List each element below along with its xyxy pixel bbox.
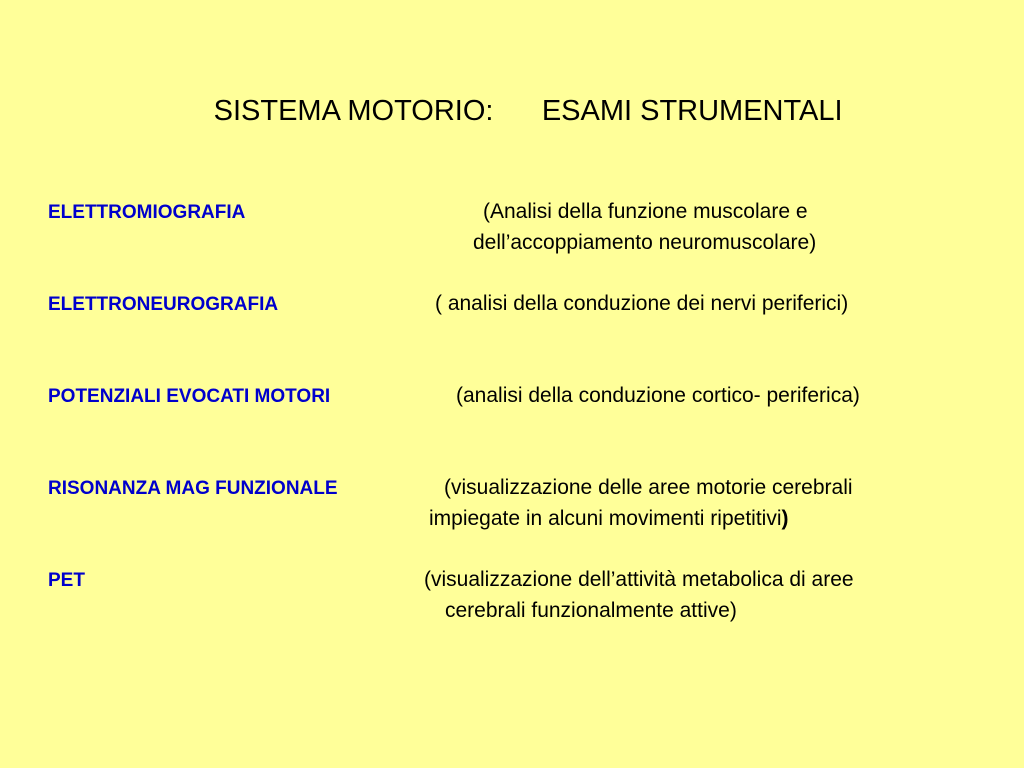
slide-title-left: SISTEMA MOTORIO:	[213, 95, 494, 127]
desc-risonanza-line2	[429, 507, 788, 531]
slide-title	[0, 62, 1024, 161]
desc-elettromiografia-line2: dell’accoppiamento neuromuscolare)	[473, 231, 817, 254]
desc-risonanza-line1: (visualizzazione delle aree motorie cerebrali	[444, 476, 853, 499]
term-risonanza-mag-funzionale: RISONANZA MAG FUNZIONALE	[48, 478, 338, 499]
desc-potenziali-evocati-motori: (analisi della conduzione cortico- periferica)	[456, 384, 860, 407]
desc-pet-line2: cerebrali funzionalmente attive)	[445, 599, 737, 622]
term-potenziali-evocati-motori: POTENZIALI EVOCATI MOTORI	[48, 386, 331, 407]
desc-risonanza-line2-text: impiegate in alcuni movimenti ripetitivi	[429, 507, 782, 530]
desc-risonanza-closing-paren: )	[781, 507, 789, 530]
desc-elettromiografia-line1: (Analisi della funzione muscolare e	[483, 200, 808, 223]
term-elettromiografia: ELETTROMIOGRAFIA	[48, 202, 246, 223]
desc-pet-line1: (visualizzazione dell’attività metabolica di aree	[424, 568, 854, 591]
slide-title-right: ESAMI STRUMENTALI	[541, 95, 843, 127]
term-pet: PET	[48, 570, 85, 591]
term-elettroneurografia: ELETTRONEUROGRAFIA	[48, 294, 279, 315]
desc-elettroneurografia: ( analisi della conduzione dei nervi periferici)	[435, 292, 849, 315]
